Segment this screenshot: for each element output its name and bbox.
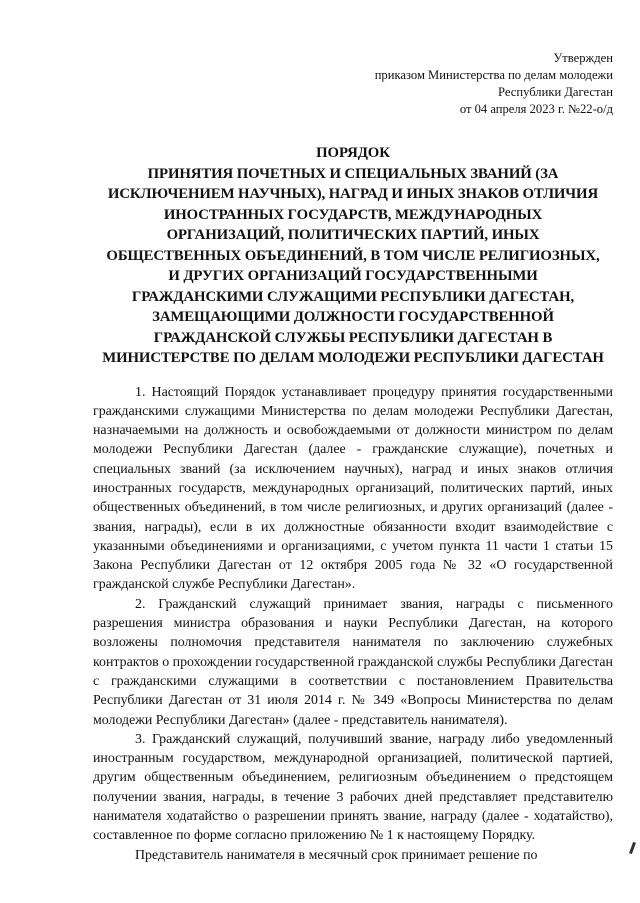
title-line: ИСКЛЮЧЕНИЕМ НАУЧНЫХ), НАГРАД И ИНЫХ ЗНАКОВ ОТЛИЧИЯ xyxy=(107,186,599,202)
paragraph-4: Представитель нанимателя в месячный срок принимает решение по xyxy=(135,847,538,863)
title-line: ЗАМЕЩАЮЩИМИ ДОЛЖНОСТИ ГОСУДАРСТВЕННОЙ xyxy=(152,309,554,325)
title-line: ИНОСТРАННЫХ ГОСУДАРСТВ, МЕЖДУНАРОДНЫХ xyxy=(163,206,543,223)
scan-mark xyxy=(629,842,636,854)
title-line: И ДРУГИХ ОРГАНИЗАЦИЙ ГОСУДАРСТВЕННЫМИ xyxy=(168,268,538,284)
title-line: ОБЩЕСТВЕННЫХ ОБЪЕДИНЕНИЙ, В ТОМ ЧИСЛЕ РЕЛИГИОЗНЫХ, xyxy=(106,247,600,264)
title-line: ПОРЯДОК xyxy=(316,145,390,161)
title-line: МИНИСТЕРСТВЕ ПО ДЕЛАМ МОЛОДЕЖИ РЕСПУБЛИКИ ДАГЕСТАН xyxy=(102,350,604,366)
paragraph-2: 2. Гражданский служащий принимает звания, награды с письменного разрешения министра образования и науки Республики Дагестан, на которого возложены полномочия представителя нанимателя по заключению служебных контрактов о прохождении государственной гражданской службы Республики Дагестан с гражданскими служащими в соответствии с постановлением Правительства Республики Дагестан от 31 июля 2014 г. № 349 «Вопросы Министерства по делам молодежи Республики Дагестан» (далее - представитель нанимателя). xyxy=(93,596,613,728)
approval-line: от 04 апреля 2023 г. №22-о/д xyxy=(459,102,613,116)
approval-block xyxy=(93,50,613,118)
title-line: ГРАЖДАНСКОЙ СЛУЖБЫ РЕСПУБЛИКИ ДАГЕСТАН В xyxy=(153,329,553,346)
title-line: ГРАЖДАНСКИМИ СЛУЖАЩИМИ РЕСПУБЛИКИ ДАГЕСТАН, xyxy=(131,288,575,305)
title-line: ОРГАНИЗАЦИЙ, ПОЛИТИЧЕСКИХ ПАРТИЙ, ИНЫХ xyxy=(166,227,540,243)
title-line: ПРИНЯТИЯ ПОЧЕТНЫХ И СПЕЦИАЛЬНЫХ ЗВАНИЙ (ЗА xyxy=(147,165,559,182)
approval-line: Утвержден xyxy=(553,51,613,65)
document-body xyxy=(93,383,613,865)
approval-line: Республики Дагестан xyxy=(498,85,613,99)
document-title xyxy=(93,143,613,369)
approval-line: приказом Министерства по делам молодежи xyxy=(374,68,613,82)
paragraph-1: 1. Настоящий Порядок устанавливает процедуру принятия государственными гражданскими служащими Министерства по делам молодежи Республики Дагестан, назначаемыми на должность и освобождаемыми от должности министром по делам молодежи Республики Дагестан (далее - гражданские служащие), почетных и специальных званий (за исключением научных), наград и иных знаков отличия иностранных государств, международных организаций, политических партий, иных общественных объединений, в том числе религиозных, и других организаций (далее - звания, награды), если в их должностные обязанности входит взаимодействие с указанными объединениями и организациями, с учетом пункта 11 части 1 статьи 15 Закона Республики Дагестан от 12 октября 2005 года № 32 «О государственной гражданской службе Республики Дагестан». xyxy=(93,384,613,593)
paragraph-3: 3. Гражданский служащий, получивший звание, награду либо уведомленный иностранным государством, международной организацией, политической партией, другим общественным объединением, религиозным объединением о предстоящем получении звания, награды, в течение 3 рабочих дней представляет представителю нанимателя ходатайство о разрешении принять звание, награду (далее - ходатайство), составленное по форме согласно приложению № 1 к настоящему Порядку. xyxy=(93,731,613,844)
